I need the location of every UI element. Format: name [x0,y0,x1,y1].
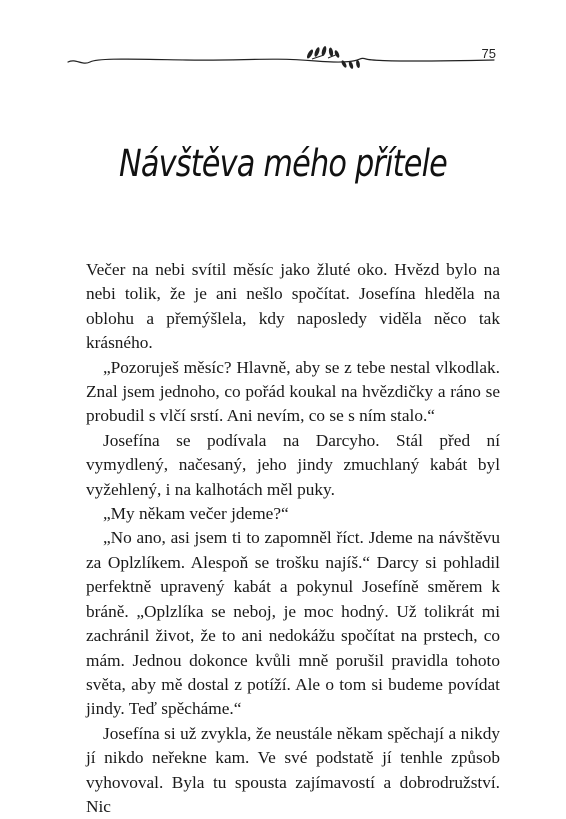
paragraph: „No ano, asi jsem ti to zapomněl říct. Jdeme na návštěvu za Oplzlíkem. Alespoň se trošku najíš.“ Darcy si pohladil perfektně upravený kabát a pokynul Josefíně směrem k bráně. „Oplzlíka se neboj, je moc hodný. Už tolikrát mi zachránil život, že to ani nedokážu spočítat na prstech, co mám. Jednou dokonce kvůli mně porušil pravidla tohoto světa, aby mě dostal z potíží. Ale o tom si budeme povídat jindy. Teď spěcháme.“ [86,528,500,719]
paragraph: „My někam večer jdeme?“ [103,504,289,524]
paragraph: Večer na nebi svítil měsíc jako žluté oko. Hvězd bylo na nebi tolik, že je ani nešlo spočítat. Josefína hleděla na oblohu a přemýšlela, kdy naposledy viděla něco tak krásného. [86,260,500,353]
body-text [86,258,500,819]
chapter-title: Návštěva mého přítele [118,142,448,185]
vine-ornament-icon [66,40,498,74]
paragraph: „Pozoruješ měsíc? Hlavně, aby se z tebe nestal vlkodlak. Znal jsem jednoho, co pořád koukal na hvězdičky a ráno se probudil s vlčí srstí. Ani nevím, co se s ním stalo.“ [86,357,500,426]
paragraph: Josefína si už zvykla, že neustále někam spěchají a nikdy jí nikdo neřekne kam. Ve své podstatě jí tenhle způsob vyhovoval. Byla tu spousta zajímavostí a dobrodružství. Nic [86,723,500,816]
paragraph: Josefína se podívala na Darcyho. Stál před ní vymydlený, načesaný, jeho jindy zmuchlaný kabát byl vyžehlený, i na kalhotách měl puky. [86,430,500,499]
page-number: 75 [481,46,496,61]
